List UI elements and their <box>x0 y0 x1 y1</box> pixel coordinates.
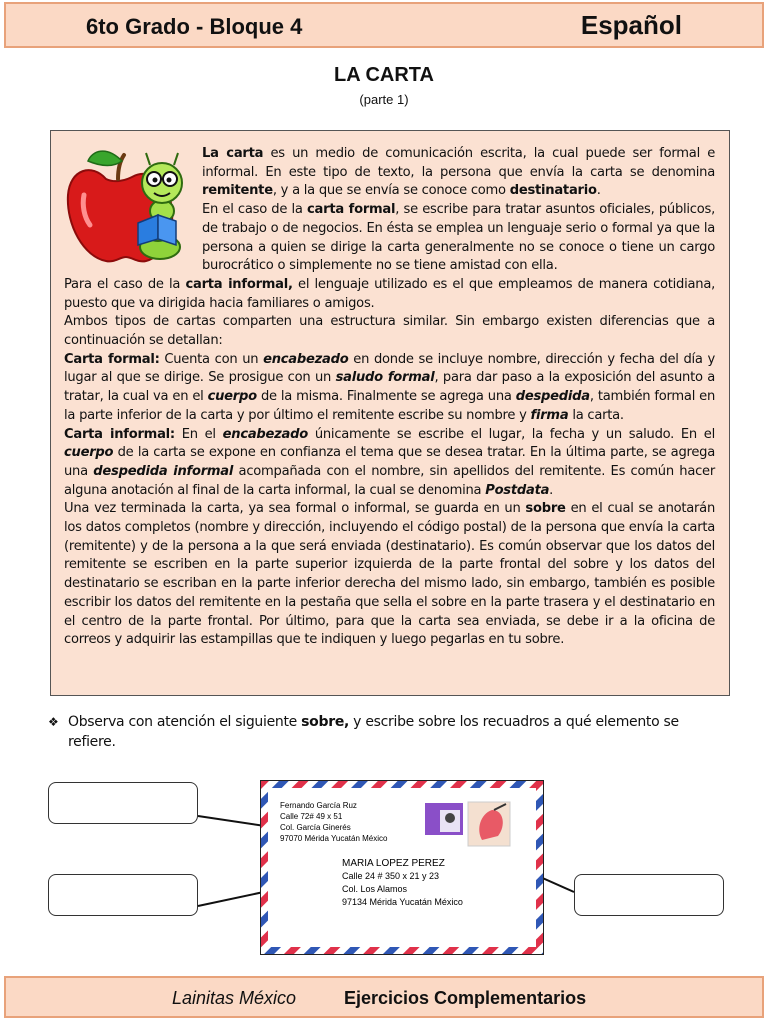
envelope-recipient-line-1: MARIA LOPEZ PEREZ <box>342 858 445 869</box>
envelope-sender-line-1: Fernando García Ruz <box>280 801 357 810</box>
paragraph-envelope: Una vez terminada la carta, ya sea formal o informal, se guarda en un sobre en el cual se anotarán los datos completos (nombre y dirección, incluyendo el código postal) de la persona que envía la carta (remitente) y de la persona a la que será enviada (destinatario). Es común observar que los datos del remitente se escriben en la parte superior izquierda de la parte frontal del sobre y los datos del destinatario se escriban en la parte inferior derecha del mismo lado, sin embargo, también es posible escribir los datos del remitente en la pestaña que sella el sobre en la parte trasera y el destinatario en el centro de la parte frontal. Por último, para que la carta sea enviada, se debe ir a la oficina de correos y adquirir las estampillas que te indiquen y luego pegarlas en tu sobre. <box>64 501 716 648</box>
envelope-recipient-line-2: Calle 24 # 350 x 21 y 23 <box>342 871 440 881</box>
footer-series: Ejercicios Complementarios <box>344 988 587 1008</box>
footer-band <box>4 976 764 1018</box>
subject-label: Español <box>580 10 682 40</box>
grade-label: 6to Grado - Bloque 4 <box>86 14 303 39</box>
diamond-bullet-icon: ❖ <box>48 715 59 729</box>
exercise-instruction: ❖ Observa con atención el siguiente sobre, y escribe sobre los recuadros a qué elemento se refiere. <box>48 714 679 750</box>
paragraph-informal-structure: Carta informal: En el encabezado únicamente se escribe el lugar, la fecha y un saludo. En el cuerpo de la carta se expone en confianza el tema que se desea tratar. En la última parte, se agrega una despedida informal acompañada con el nombre, sin apellidos del remitente. Es común hacer alguna anotación al final de la carta informal, la cual se denomina Postdata. <box>64 426 715 498</box>
paragraph-definition: La carta es un medio de comunicación escrita, la cual puede ser formal e informal. En este tipo de texto, la persona que envía la carta se denomina remitente, y a la que se envía se conoce como destinatario. <box>202 146 716 199</box>
envelope-sender-line-2: Calle 72# 49 x 51 <box>280 812 343 821</box>
envelope-recipient-line-3: Col. Los Alamos <box>342 884 408 894</box>
envelope-recipient-line-4: 97134 Mérida Yucatán México <box>342 897 463 907</box>
paragraph-formal-structure: Carta formal: Cuenta con un encabezado en donde se incluye nombre, dirección y fecha del día y lugar al que se dirige. Se prosigue con un saludo formal, para dar paso a la exposición del asunto a tratar, la cual va en el cuerpo de la misma. Finalmente se agrega una despedida, también formal en la parte inferior de la carta y por último el remitente escribe su nombre y firma la carta. <box>64 351 716 423</box>
paragraph-structure: Ambos tipos de cartas comparten una estructura similar. Sin embargo existen diferencias que a continuación se detallan: <box>64 314 715 349</box>
page-title: LA CARTA <box>334 64 434 86</box>
airmail-envelope <box>260 780 544 955</box>
envelope-sender-line-3: Col. García Ginerés <box>280 823 351 832</box>
envelope-sender-line-4: 97070 Mérida Yucatán México <box>280 834 388 843</box>
paragraph-formal-letter: En el caso de la carta formal, se escribe para tratar asuntos oficiales, públicos, de trabajo o de negocios. En ésta se emplea un lenguaje serio o formal ya que la persona a quien se dirige la carta generalmente no se conoce o tiene un cargo burocrático o simplemente no se tiene amistad con ella. <box>202 202 716 274</box>
footer-brand: Lainitas México <box>172 988 297 1008</box>
page-subtitle: (parte 1) <box>359 92 409 107</box>
paragraph-informal-letter: Para el caso de la carta informal, el lenguaje utilizado es el que empleamos de manera cotidiana, puesto que va dirigida hacia familiares o amigos. <box>64 276 716 311</box>
